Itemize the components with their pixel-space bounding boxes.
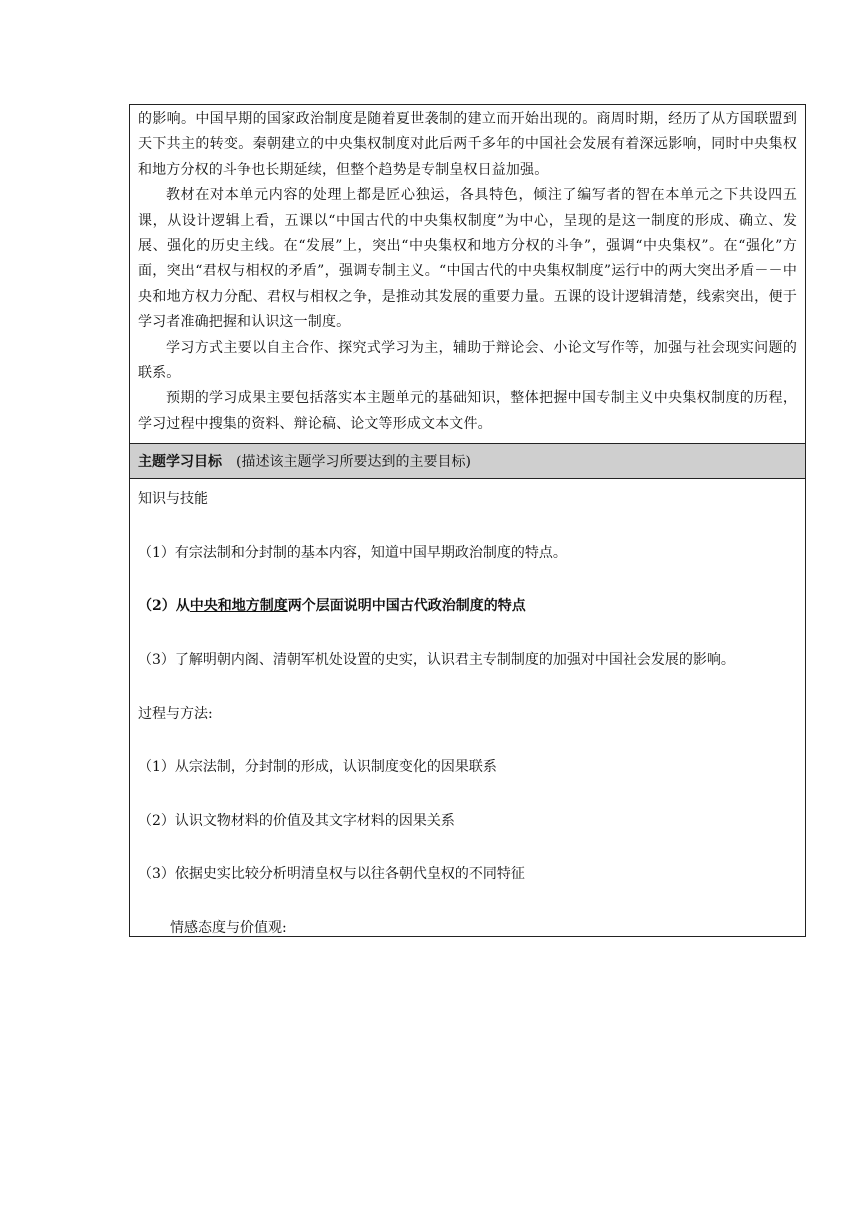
goal-2-suffix: 两个层面说明中国古代政治制度的特点 [287,598,526,615]
process-goal-2: （2）认识文物材料的价值及其文字材料的因果关系 [138,812,455,829]
overview-paragraph: 学习方式主要以自主合作、探究式学习为主，辅助于辩论会、小论文写作等，加强与社会现实问题的联系。 [138,339,797,382]
section-header-row [130,444,805,479]
process-goal-1: （1）从宗法制，分封制的形成，认识制度变化的因果联系 [138,759,497,776]
unit-overview-cell [130,105,805,444]
section-note: (描述该主题学习所要达到的主要目标) [236,454,471,471]
goal-2-prefix: （2）从 [138,598,190,615]
knowledge-goal-2 [138,596,797,650]
process-goal-3: （3）依据史实比较分析明清皇权与以往各朝代皇权的不同特征 [138,866,525,883]
process-heading: 过程与方法: [138,705,213,722]
overview-paragraph: 的影响。中国早期的国家政治制度是随着夏世袭制的建立而开始出现的。商周时期，经历了从方国联盟到天下共主的转变。秦朝建立的中央集权制度对此后两千多年的中国社会发展有着深远影响，同时中央集权和地方分权的斗争也长期延续，但整个趋势是专制皇权日益加强。 [138,111,797,178]
learning-goals-cell [130,479,805,936]
goal-2-underlined: 中央和地方制度 [189,598,288,615]
overview-paragraph: 预期的学习成果主要包括落实本主题单元的基础知识，整体把握中国专制主义中央集权制度的历程，学习过程中搜集的资料、辩论稿、论文等形成文本文件。 [138,390,797,432]
lesson-plan-table [129,104,806,937]
overview-paragraph: 教材在对本单元内容的处理上都是匠心独运，各具特色，倾注了编写者的智在本单元之下共设四五课，从设计逻辑上看，五课以“中国古代的中央集权制度”为中心，呈现的是这一制度的形成、确立、发展、强化的历史主线。在“发展”上，突出“中央集权和地方分权的斗争”，强调“中央集权”。在“强化”方面，突出“君权与相权的矛盾”，强调专制主义。“中国古代的中央集权制度”运行中的两大突出矛盾－－中央和地方权力分配、君权与相权之争，是推动其发展的重要力量。五课的设计逻辑清楚，线索突出，便于学习者准确把握和认识这一制度。 [138,187,797,331]
emotion-heading: 情感态度与价值观: [170,920,287,937]
knowledge-heading: 知识与技能 [138,491,208,508]
knowledge-goal-3: （3）了解明朝内阁、清朝军机处设置的史实，认识君主专制制度的加强对中国社会发展的影响。 [138,652,735,669]
section-title: 主题学习目标 [138,454,222,471]
knowledge-goal-1: （1）有宗法制和分封制的基本内容，知道中国早期政治制度的特点。 [138,544,567,561]
